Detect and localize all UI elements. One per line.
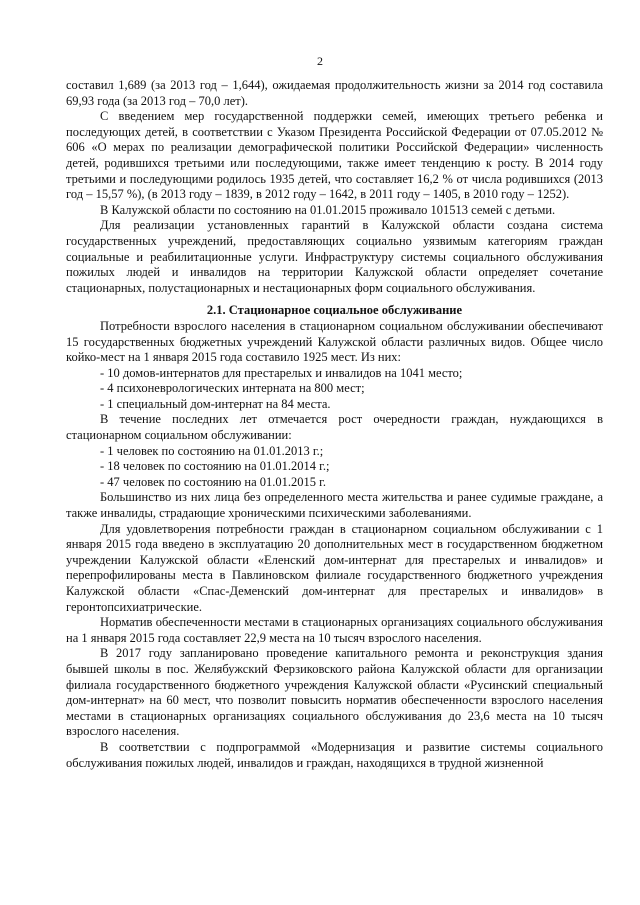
list-item: - 1 человек по состоянию на 01.01.2013 г.;	[100, 443, 324, 458]
paragraph-life-expectancy: составил 1,689 (за 2013 год – 1,644), ожидаемая продолжительность жизни за 2014 год составила 69,93 года (за 2013 год – 70,0 лет).	[66, 78, 603, 108]
list-item: - 1 специальный дом-интернат на 84 места.	[100, 396, 331, 411]
list-item: - 4 психоневрологических интерната на 800 мест;	[100, 381, 365, 396]
page-number: 2	[317, 54, 323, 68]
paragraph-2017-plan: В 2017 году запланировано проведение капитального ремонта и реконструкция здания бывшей школы в пос. Желябужский Ферзиковского района Калужской области для организации филиала государственного бюджетного учреждения Калужской области «Русинский специальный дом-интернат» на 60 мест, что позволит повысить норматив обеспеченности взрослого населения местами в стационарных организациях социального обслуживания до 23,6 места на 10 тысяч взрослого населения.	[66, 646, 603, 739]
paragraph-families-count: В Калужской области по состоянию на 01.01.2015 проживало 101513 семей с детьми.	[100, 202, 556, 217]
list-item: - 18 человек по состоянию на 01.01.2014 г.;	[100, 459, 330, 474]
paragraph-social-system: Для реализации установленных гарантий в Калужской области создана система государственных учреждений, предоставляющих социально уязвимым категориям граждан социальные и реабилитационные услуги. Инфраструктуру системы социального обслуживания пожилых людей и инвалидов на территории Калужской области определяет сочетание стационарных, полустационарных и нестационарных форм социального обслуживания.	[66, 218, 603, 295]
paragraph-queue-intro: В течение последних лет отмечается рост очередности граждан, нуждающихся в стационарном социальном обслуживании:	[66, 412, 603, 443]
list-item: - 47 человек по состоянию на 01.01.2015 г.	[100, 474, 327, 489]
paragraph-subprogram: В соответствии с подпрограммой «Модернизация и развитие системы социального обслуживания пожилых людей, инвалидов и граждан, находящихся в трудной жизненной	[66, 739, 603, 770]
paragraph-norm: Норматив обеспеченности местами в стационарных организациях социального обслуживания на 1 января 2015 года составляет 22,9 места на 10 тысяч взрослого населения.	[66, 615, 603, 645]
paragraph-majority: Большинство из них лица без определенного места жительства и ранее судимые граждане, а также инвалиды, страдающие хроническими психическими заболеваниями.	[66, 490, 603, 521]
document-body	[66, 78, 603, 771]
paragraph-family-support: С введением мер государственной поддержки семей, имеющих третьего ребенка и последующих детей, в соответствии с Указом Президента Российской Федерации от 07.05.2012 № 606 «О мерах по реализации демографической политики Российской Федерации» численность детей, родившихся третьими или последующими, также имеет тенденцию к росту. В 2014 году третьими и последующими родилось 1935 детей, что составляет 16,2 % от числа родившихся (2013 год – 15,57 %), (в 2013 году – 1839, в 2012 году – 1642, в 2011 году – 1405, в 2010 году – 1252).	[66, 109, 603, 202]
list-item: - 10 домов-интернатов для престарелых и инвалидов на 1041 место;	[100, 365, 463, 380]
paragraph-additional-places: Для удовлетворения потребности граждан в стационарном социальном обслуживании с 1 января 2015 года введено в эксплуатацию 20 дополнительных мест в государственном бюджетном учреждении Калужской области «Еленский дом-интернат для престарелых и инвалидов» и перепрофилированы места в Павлиновском филиале государственного бюджетного учреждения Калужской области «Спас-Деменский дом-интернат для престарелых и инвалидов» в геронтопсихиатрические.	[66, 521, 603, 614]
paragraph-section-intro: Потребности взрослого населения в стационарном социальном обслуживании обеспечивают 15 государственных бюджетных учреждений Калужской области различных видов. Общее число койко-мест на 1 января 2015 года составило 1925 мест. Из них:	[66, 318, 603, 365]
section-heading: 2.1. Стационарное социальное обслуживание	[206, 303, 463, 318]
